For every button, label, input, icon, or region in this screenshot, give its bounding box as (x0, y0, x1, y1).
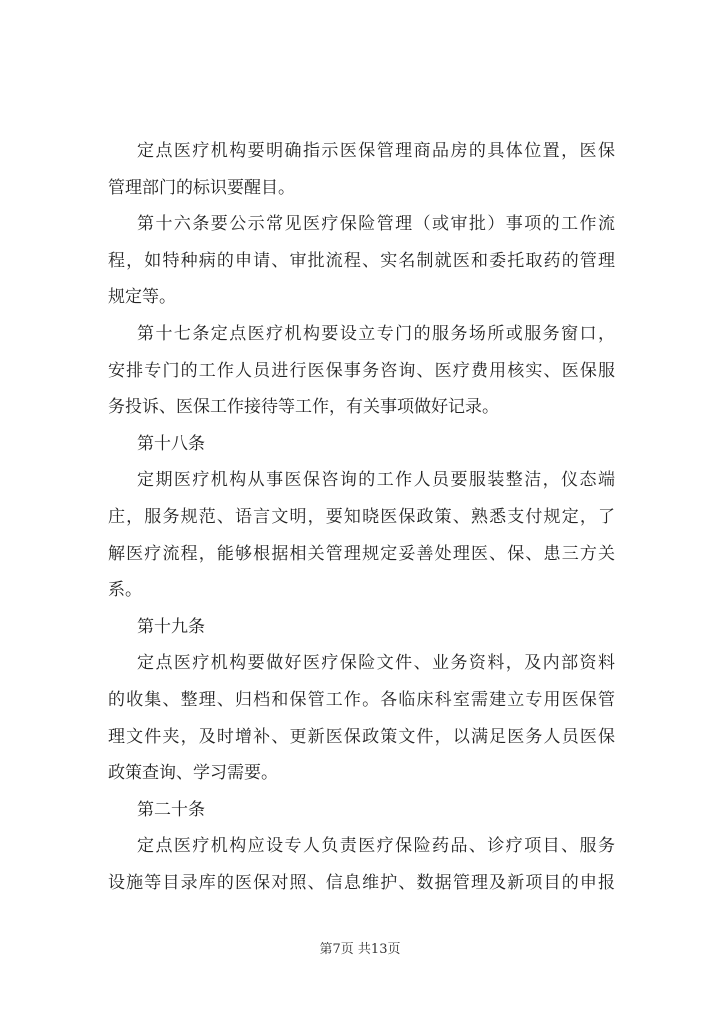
text-line: 系。 (108, 580, 142, 601)
text-line: 第十六条要公示常见医疗保险管理（或审批）事项的工作流 (137, 214, 615, 235)
page-footer: 第7页 共13页 (319, 942, 401, 957)
text-line: 的收集、整理、归档和保管工作。各临床科室需建立专用医保管 (108, 689, 615, 710)
text-line: 定点医疗机构要做好医疗保险文件、业务资料，及内部资料 (137, 653, 615, 674)
text-line: 务投诉、医保工作接待等工作，有关事项做好记录。 (108, 397, 499, 418)
document-body (108, 133, 615, 901)
text-line: 理文件夹，及时增补、更新医保政策文件，以满足医务人员医保 (108, 726, 615, 747)
text-line: 管理部门的标识要醒目。 (108, 177, 295, 198)
text-line: 庄，服务规范、语言文明，要知晓医保政策、熟悉支付规定，了 (108, 506, 615, 527)
text-line: 第十九条 (137, 616, 205, 637)
text-line: 程，如特种病的申请、审批流程、实名制就医和委托取药的管理 (108, 250, 615, 271)
text-line: 规定等。 (108, 287, 176, 308)
text-line: 第十八条 (137, 433, 205, 454)
text-line: 设施等目录库的医保对照、信息维护、数据管理及新项目的申报 (108, 872, 615, 893)
text-line: 定点医疗机构要明确指示医保管理商品房的具体位置，医保 (137, 141, 615, 161)
text-line: 定期医疗机构从事医保咨询的工作人员要服装整洁，仪态端 (137, 470, 615, 491)
text-line: 定点医疗机构应设专人负责医疗保险药品、诊疗项目、服务 (137, 836, 615, 857)
text-line: 第二十条 (137, 799, 205, 820)
text-line: 解医疗流程，能够根据相关管理规定妥善处理医、保、患三方关 (108, 543, 615, 564)
text-line: 第十七条定点医疗机构要设立专门的服务场所或服务窗口， (137, 323, 615, 344)
text-line: 安排专门的工作人员进行医保事务咨询、医疗费用核实、医保服 (108, 360, 615, 381)
text-line: 政策查询、学习需要。 (108, 763, 278, 784)
